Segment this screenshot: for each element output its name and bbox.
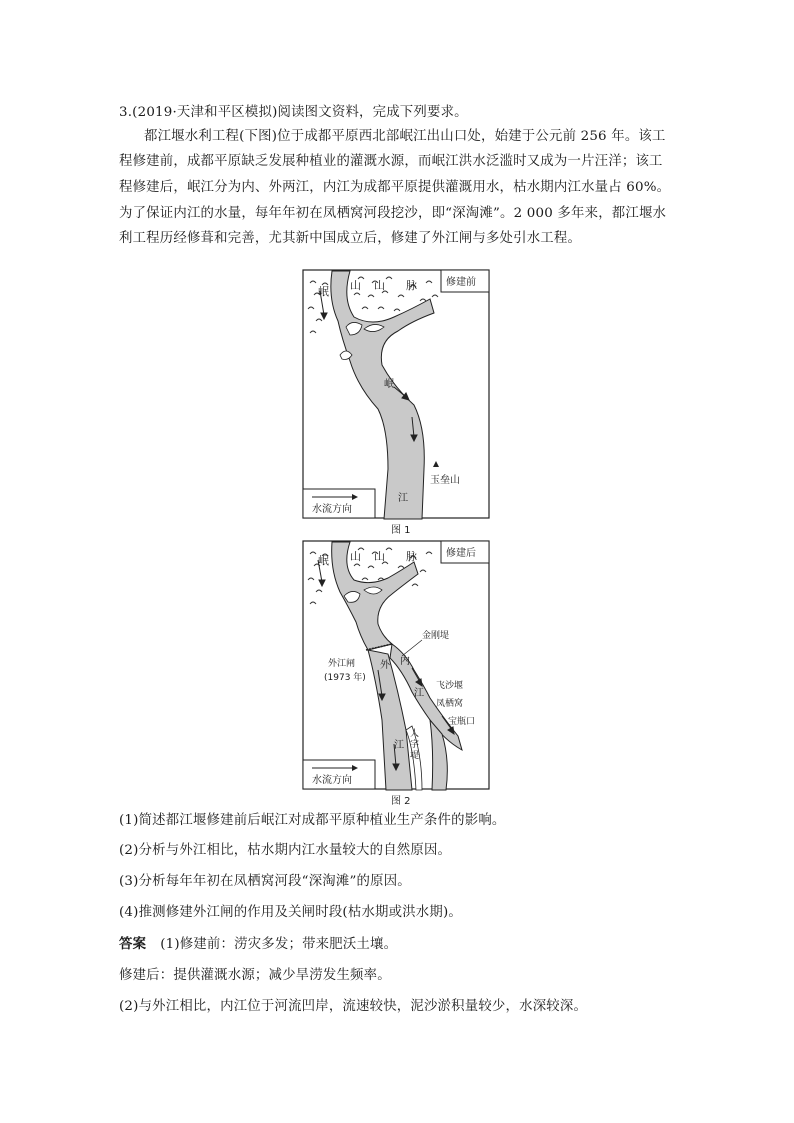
figure-1-map bbox=[302, 269, 492, 521]
sub-question-2: (2)分析与外江相比，枯水期内江水量较大的自然原因。 bbox=[119, 843, 452, 858]
figure-2-map bbox=[302, 540, 492, 792]
label-jiang-inner: 江 bbox=[414, 688, 424, 699]
mountain-char: 山 bbox=[374, 279, 385, 292]
sub-question-1: (1)简述都江堰修建前后岷江对成都平原种植业生产条件的影响。 bbox=[119, 813, 506, 828]
label-renzidi: 字 bbox=[410, 740, 420, 750]
river-char: 江 bbox=[398, 493, 408, 504]
figure-1-caption: 图 1 bbox=[391, 525, 411, 536]
label-renzidi: 堤 bbox=[410, 751, 420, 761]
answer-line-2: 修建后：提供灌溉水源；减少旱涝发生频率。 bbox=[119, 968, 391, 983]
label-jiang-outer: 江 bbox=[394, 740, 404, 751]
label-box-before: 修建前 bbox=[446, 277, 476, 288]
label-renzidi: 人 bbox=[410, 729, 420, 739]
mountain-char: 山 bbox=[350, 279, 361, 292]
label-year: (1973 年) bbox=[324, 673, 366, 683]
paragraph-line: 为了保证内江的水量，每年年初在凤栖窝河段挖沙，即“深淘滩”。2 000 多年来，都江堰水 bbox=[119, 206, 667, 221]
sub-question-4: (4)推测修建外江闸的作用及关闸时段(枯水期或洪水期)。 bbox=[119, 905, 462, 920]
answer-label: 答案 bbox=[119, 936, 147, 952]
label-jingangdi: 金刚堤 bbox=[422, 631, 450, 641]
answer-line-1 bbox=[119, 936, 397, 953]
sub-question-3: (3)分析每年年初在凤栖窝河段“深淘滩”的原因。 bbox=[119, 874, 411, 889]
label-waijiangzha: 外江闸 bbox=[328, 659, 356, 669]
paragraph-line: 程修建前，成都平原缺乏发展种植业的灌溉水源，而岷江洪水泛滥时又成为一片汪洋；该工 bbox=[119, 154, 663, 169]
answer-text: (1)修建前：涝灾多发；带来肥沃土壤。 bbox=[160, 937, 398, 952]
paragraph-line: 都江堰水利工程(下图)位于成都平原西北部岷江出山口处，始建于公元前 256 年。该工 bbox=[144, 129, 666, 144]
mountain-char: 山 bbox=[374, 550, 385, 563]
mountain-label-yulei: 玉垒山 bbox=[430, 475, 460, 486]
label-baopingkou: 宝瓶口 bbox=[448, 717, 476, 727]
figure-2-caption: 图 2 bbox=[391, 796, 411, 807]
legend-label: 水流方向 bbox=[312, 504, 352, 515]
mountain-char: 脉 bbox=[406, 279, 417, 292]
legend-label: 水流方向 bbox=[312, 775, 352, 786]
label-feishayan: 飞沙堰 bbox=[436, 681, 464, 691]
mountain-char: 脉 bbox=[406, 550, 417, 563]
mountain-char: 岷 bbox=[318, 285, 329, 298]
label-wai: 外 bbox=[380, 660, 390, 671]
paragraph-line: 程修建后，岷江分为内、外两江，内江为成都平原提供灌溉用水，枯水期内江水量占 60%。 bbox=[119, 180, 671, 195]
label-box-after: 修建后 bbox=[446, 548, 476, 559]
mountain-char: 山 bbox=[350, 550, 361, 563]
answer-line-3: (2)与外江相比，内江位于河流凹岸，流速较快，泥沙淤积量较少，水深较深。 bbox=[119, 999, 588, 1014]
label-nei: 内 bbox=[400, 656, 410, 667]
river-char: 岷 bbox=[384, 379, 394, 390]
mountain-char: 岷 bbox=[318, 554, 329, 567]
paragraph-line: 利工程历经修葺和完善，尤其新中国成立后，修建了外江闸与多处引水工程。 bbox=[119, 231, 582, 246]
question-title: 3.(2019·天津和平区模拟)阅读图文资料，完成下列要求。 bbox=[119, 105, 468, 120]
label-fengqiwo: 凤栖窝 bbox=[436, 699, 464, 709]
